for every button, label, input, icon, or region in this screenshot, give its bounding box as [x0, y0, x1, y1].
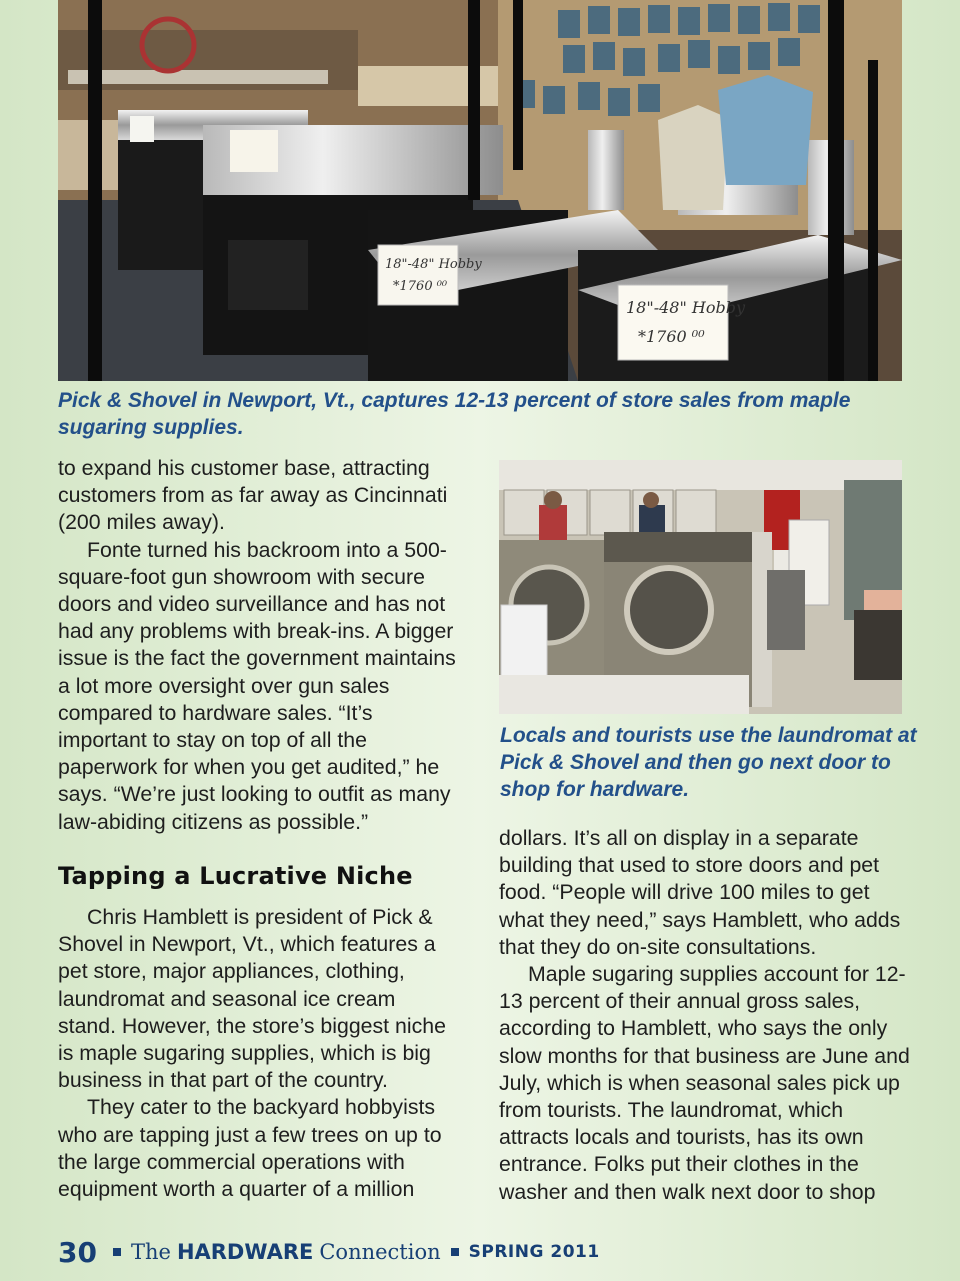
price-tag-text: *1760 ⁰⁰ [638, 327, 705, 346]
price-tag-text: 18"-48" Hobby [626, 298, 746, 317]
laundromat-photo-caption: Locals and tourists use the laundromat at Pick & Shovel and then go next door to shop for hardware. [500, 724, 917, 801]
laundromat-photo-illustration [499, 460, 902, 714]
store-photo-caption: Pick & Shovel in Newport, Vt., captures 12-13 percent of store sales from maple sugaring supplies. [58, 389, 851, 439]
paragraph: Chris Hamblett is president of Pick & Shovel in Newport, Vt., which features a pet store, major appliances, clothing, laundromat and seasonal ice cream stand. However, the store’s biggest niche is maple sugaring supplies, which is big business in that part of the country. [58, 905, 446, 1093]
square-bullet-icon [113, 1248, 121, 1256]
page-footer [58, 1232, 600, 1272]
square-bullet-icon [451, 1248, 459, 1256]
price-tag-text: 18"-48" Hobby [385, 257, 482, 272]
right-column [499, 825, 913, 1206]
store-photo [58, 0, 902, 381]
issue-season: SPRING 2011 [468, 1242, 600, 1262]
paragraph: dollars. It’s all on display in a separate building that used to store doors and pet food. “People will drive 100 miles to get what they need,” says Hamblett, who adds that they do on-site consultations. [499, 826, 901, 959]
publication-hardware: HARDWARE [176, 1240, 314, 1264]
paragraph: Fonte turned his backroom into a 500-square-foot gun showroom with secure doors and video surveillance and has not had any problems with break-ins. A bigger issue is the fact the government maintains a lot more oversight over gun sales compared to hardware sales. “It’s important to stay on top of all the paperwork for when you get audited,” he says. “We’re just looking to outfit as many law-abiding citizens as possible.” [58, 537, 456, 834]
publication-the: The [130, 1240, 171, 1264]
page-number: 30 [58, 1235, 97, 1269]
publication-connection: Connection [319, 1240, 441, 1264]
paragraph: to expand his customer base, attracting customers from as far away as Cincinnati (200 miles away). [58, 456, 448, 535]
paragraph: They cater to the backyard hobbyists who are tapping just a few trees on up to the large commercial operations with equipment worth a quarter of a million [58, 1095, 442, 1202]
laundromat-photo [499, 460, 902, 714]
paragraph: Maple sugaring supplies account for 12-13 percent of their annual gross sales, according to Hamblett, who says the only slow months for that business are June and July, which is when seasonal sales pick up from tourists. The laundromat, which attracts locals and tourists, has its own entrance. Folks put their clothes in the washer and then walk next door to shop [499, 962, 910, 1204]
section-subhead: Tapping a Lucrative Niche [58, 862, 413, 890]
left-column-2 [58, 904, 458, 1203]
price-tag-text: *1760 ⁰⁰ [393, 279, 448, 294]
store-photo-illustration [58, 0, 902, 381]
left-column [58, 455, 458, 836]
